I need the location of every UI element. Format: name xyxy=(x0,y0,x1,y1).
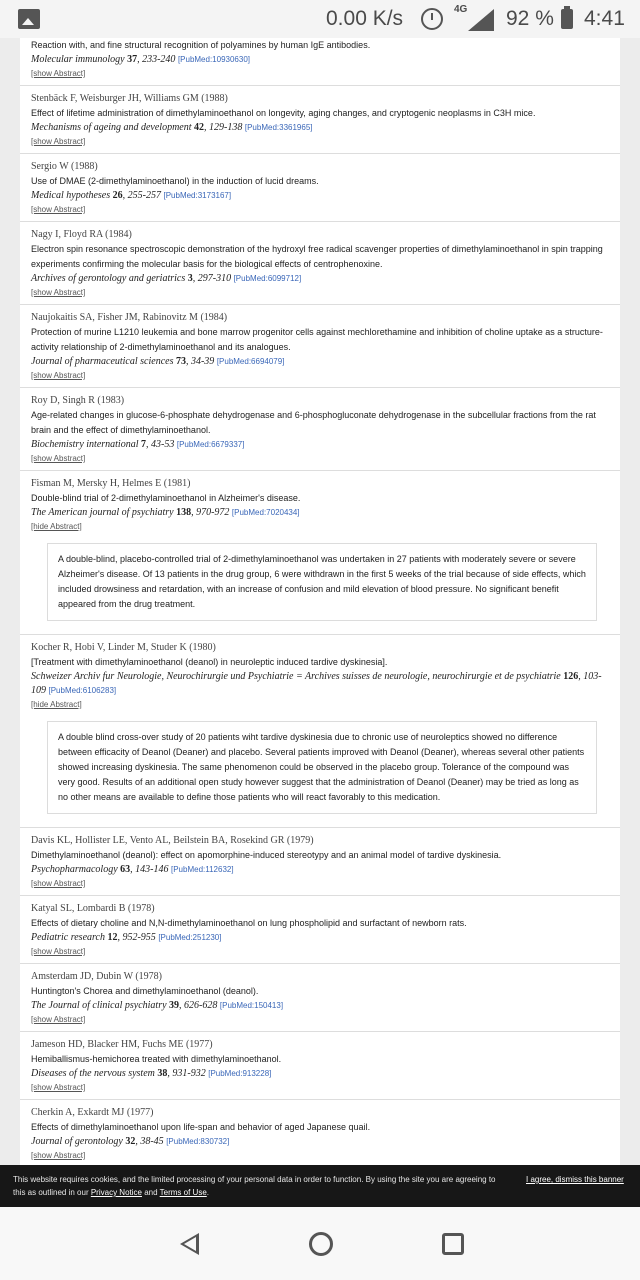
reference-citation: Journal of pharmaceutical sciences 73, 34-39 [PubMed:6694079] xyxy=(31,356,285,367)
reference-citation: Diseases of the nervous system 38, 931-932 [PubMed:913228] xyxy=(31,1068,272,1079)
status-bar xyxy=(0,0,640,38)
journal-pages: 233-240 xyxy=(142,54,176,65)
journal-pages: 38-45 xyxy=(140,1136,164,1147)
privacy-notice-link[interactable]: Privacy Notice xyxy=(90,1188,142,1197)
abstract-toggle-link[interactable]: [show Abstract] xyxy=(31,1083,86,1092)
abstract-toggle-link[interactable]: [show Abstract] xyxy=(31,454,86,463)
reference-authors: Cherkin A, Exkardt MJ (1977) xyxy=(31,1107,154,1118)
terms-of-use-link[interactable]: Terms of Use xyxy=(159,1188,207,1197)
reference-citation: Archives of gerontology and geriatrics 3, 297-310 [PubMed:6099712] xyxy=(31,273,302,284)
pubmed-link[interactable]: [PubMed:251230] xyxy=(158,933,222,942)
abstract-toggle-link[interactable]: [show Abstract] xyxy=(31,205,86,214)
network-type: 4G xyxy=(454,4,468,15)
abstract-toggle-link[interactable]: [show Abstract] xyxy=(31,879,86,888)
reference-citation: The American journal of psychiatry 138, 970-972 [PubMed:7020434] xyxy=(31,507,300,518)
journal-volume: 39 xyxy=(169,1000,180,1011)
reference-title: Electron spin resonance spectroscopic demonstration of the hydroxyl free radical scavenger properties of dimethylaminoethanol in spin trapping experiments confirming the molecular basis for the biological effects of centrophenoxine. xyxy=(31,244,603,269)
reference-citation: Pediatric research 12, 952-955 [PubMed:251230] xyxy=(31,932,222,943)
network-speed: 0.00 K/s xyxy=(326,7,404,30)
reference-title: Protection of murine L1210 leukemia and bone marrow progenitor cells against mechlorethamine and inhibition of choline uptake as a structure-activity relationship of 2-dimethylaminoethanol and its analogues. xyxy=(31,327,603,352)
journal-pages: 43-53 xyxy=(151,439,175,450)
back-icon[interactable] xyxy=(180,1233,199,1255)
abstract-toggle-link[interactable]: [hide Abstract] xyxy=(31,522,82,531)
reference-item xyxy=(20,388,620,471)
journal-name: The American journal of psychiatry xyxy=(31,507,174,518)
reference-item xyxy=(20,222,620,305)
reference-citation: Medical hypotheses 26, 255-257 [PubMed:3173167] xyxy=(31,190,232,201)
journal-name: The Journal of clinical psychiatry xyxy=(31,1000,167,1011)
journal-volume: 38 xyxy=(157,1068,168,1079)
reference-title: Hemiballismus-hemichorea treated with dimethylaminoethanol. xyxy=(31,1054,282,1064)
pubmed-link[interactable]: [PubMed:6106283] xyxy=(48,686,117,695)
abstract-box: A double blind cross-over study of 20 patients wiht tardive dyskinesia due to chronic use of neuroleptics showed no difference between efficacity of Deanol (Deaner) and placebo. Several patients improved with Deanol (Deaner), whereas several other patients showed increasing dyskinesia. The same phenomenon could be observed in the placebo group. Tolerance of the compound was very good. Results of an additional open study however suggest that the administration of Deanol (Deaner) may be tried as long as no other means are available to define those patients who will react favorably to this medication. xyxy=(47,721,597,814)
recents-icon[interactable] xyxy=(442,1233,464,1255)
reference-title: Double-blind trial of 2-dimethylaminoethanol in Alzheimer's disease. xyxy=(31,493,301,503)
reference-item xyxy=(20,154,620,222)
reference-item xyxy=(20,828,620,896)
journal-volume: 126 xyxy=(563,671,579,682)
reference-title: [Treatment with dimethylaminoethanol (deanol) in neuroleptic induced tardive dyskinesia]. xyxy=(31,657,388,667)
android-nav-bar xyxy=(0,1207,640,1280)
pubmed-link[interactable]: [PubMed:150413] xyxy=(219,1001,284,1010)
reference-item xyxy=(20,964,620,1032)
journal-pages: 297-310 xyxy=(197,273,232,284)
pubmed-link[interactable]: [PubMed:913228] xyxy=(208,1069,272,1078)
cookie-text: This website requires cookies, and the limited processing of your personal data in order to function. By using the site you are agreeing to this as outlined in our Privacy Notice and Terms of Use. xyxy=(13,1175,496,1197)
journal-name: Molecular immunology xyxy=(31,54,125,65)
reference-item xyxy=(20,305,620,388)
reference-citation: Biochemistry international 7, 43-53 [PubMed:6679337] xyxy=(31,439,245,450)
journal-volume: 32 xyxy=(125,1136,136,1147)
reference-authors: Kocher R, Hobi V, Linder M, Studer K (1980) xyxy=(31,642,216,653)
journal-pages: 970-972 xyxy=(196,507,230,518)
home-icon[interactable] xyxy=(309,1232,333,1256)
reference-title: Huntington's Chorea and dimethylaminoethanol (deanol). xyxy=(31,986,259,996)
journal-volume: 7 xyxy=(141,439,146,450)
journal-volume: 12 xyxy=(107,932,118,943)
clock: 4:41 xyxy=(584,7,625,30)
reference-title: Dimethylaminoethanol (deanol): effect on apomorphine-induced stereotypy and an animal model of tardive dyskinesia. xyxy=(31,850,502,860)
battery-icon xyxy=(561,9,573,29)
journal-pages: 129-138 xyxy=(209,122,243,133)
pubmed-link[interactable]: [PubMed:112632] xyxy=(171,865,234,874)
reference-authors: Roy D, Singh R (1983) xyxy=(31,395,125,406)
pubmed-link[interactable]: [PubMed:3173167] xyxy=(163,191,232,200)
reference-authors: Nagy I, Floyd RA (1984) xyxy=(31,229,132,240)
journal-volume: 138 xyxy=(176,507,192,518)
reference-authors: Katyal SL, Lombardi B (1978) xyxy=(31,903,155,914)
reference-item xyxy=(20,86,620,154)
reference-list-page xyxy=(20,38,620,1165)
journal-pages: 34-39 xyxy=(190,356,215,367)
journal-pages: 255-257 xyxy=(127,190,161,201)
reference-title: Use of DMAE (2-dimethylaminoethanol) in the induction of lucid dreams. xyxy=(31,176,319,186)
journal-name: Medical hypotheses xyxy=(31,190,111,201)
reference-list xyxy=(20,38,620,1165)
gallery-notification-icon xyxy=(18,9,40,29)
journal-name: Journal of gerontology xyxy=(31,1136,123,1147)
journal-name: Schweizer Archiv fur Neurologie, Neurochirurgie und Psychiatrie = Archives suisses de neurologie, neurochirurgie et de psychiatrie xyxy=(31,671,561,682)
abstract-toggle-link[interactable]: [show Abstract] xyxy=(31,947,86,956)
dismiss-banner-button[interactable]: I agree, dismiss this banner xyxy=(526,1175,624,1184)
journal-pages: 626-628 xyxy=(184,1000,218,1011)
reference-citation: The Journal of clinical psychiatry 39, 626-628 [PubMed:150413] xyxy=(31,1000,284,1011)
reference-title: Effects of dimethylaminoethanol upon life-span and behavior of aged Japanese quail. xyxy=(31,1122,371,1132)
journal-name: Psychopharmacology xyxy=(31,864,118,875)
reference-item xyxy=(20,1100,620,1165)
journal-pages: 103-109 xyxy=(31,671,602,696)
reference-title: Reaction with, and fine structural recognition of polyamines by human IgE antibodies. xyxy=(31,40,371,50)
reference-citation: Molecular immunology 37, 233-240 [PubMed:10930630] xyxy=(31,54,250,65)
journal-name: Biochemistry international xyxy=(31,439,139,450)
journal-name: Archives of gerontology and geriatrics xyxy=(31,273,186,284)
reference-item xyxy=(20,471,620,635)
reference-item xyxy=(20,1032,620,1100)
journal-volume: 26 xyxy=(112,190,123,201)
abstract-toggle-link[interactable]: [show Abstract] xyxy=(31,288,86,297)
journal-name: Pediatric research xyxy=(31,932,105,943)
cookie-banner xyxy=(0,1165,640,1207)
journal-volume: 37 xyxy=(127,54,138,65)
journal-pages: 952-955 xyxy=(122,932,156,943)
reference-title: Effect of lifetime administration of dimethylaminoethanol on longevity, aging changes, and cryptogenic neoplasms in C3H mice. xyxy=(31,108,536,118)
reference-authors: Stenbäck F, Weisburger JH, Williams GM (1988) xyxy=(31,93,228,104)
pubmed-link[interactable]: [PubMed:6694079] xyxy=(216,357,285,366)
journal-volume: 42 xyxy=(194,122,205,133)
abstract-toggle-link[interactable]: [show Abstract] xyxy=(31,371,86,380)
reference-citation: Journal of gerontology 32, 38-45 [PubMed:830732] xyxy=(31,1136,230,1147)
journal-volume: 63 xyxy=(120,864,131,875)
alarm-icon xyxy=(421,8,443,30)
pubmed-link[interactable]: [PubMed:10930630] xyxy=(177,55,250,64)
journal-name: Journal of pharmaceutical sciences xyxy=(31,356,174,367)
pubmed-link[interactable]: [PubMed:3361965] xyxy=(244,123,313,132)
journal-name: Diseases of the nervous system xyxy=(31,1068,155,1079)
pubmed-link[interactable]: [PubMed:7020434] xyxy=(231,508,300,517)
journal-pages: 931-932 xyxy=(172,1068,206,1079)
reference-citation: Schweizer Archiv fur Neurologie, Neurochirurgie und Psychiatrie = Archives suisses de neurologie, neurochirurgie et de psychiatrie 126, 103-109 [PubMed:6106283] xyxy=(31,671,602,696)
reference-item xyxy=(20,635,620,828)
pubmed-link[interactable]: [PubMed:830732] xyxy=(166,1137,230,1146)
reference-citation: Mechanisms of ageing and development 42, 129-138 [PubMed:3361965] xyxy=(31,122,313,133)
journal-volume: 3 xyxy=(187,273,193,284)
reference-authors: Jameson HD, Blacker HM, Fuchs ME (1977) xyxy=(31,1039,213,1050)
reference-title: Effects of dietary choline and N,N-dimethylaminoethanol on lung phospholipid and surfactant of newborn rats. xyxy=(31,918,467,928)
pubmed-link[interactable]: [PubMed:6679337] xyxy=(176,440,245,449)
abstract-toggle-link[interactable]: [show Abstract] xyxy=(31,1015,86,1024)
pubmed-link[interactable]: [PubMed:6099712] xyxy=(233,274,302,283)
abstract-toggle-link[interactable]: [show Abstract] xyxy=(31,137,86,146)
reference-authors: Sergio W (1988) xyxy=(31,161,98,172)
reference-authors: Naujokaitis SA, Fisher JM, Rabinovitz M (1984) xyxy=(31,312,228,323)
reference-citation: Psychopharmacology 63, 143-146 [PubMed:112632] xyxy=(31,864,234,875)
battery-percent: 92 % xyxy=(506,7,554,30)
abstract-toggle-link[interactable]: [hide Abstract] xyxy=(31,700,82,709)
signal-icon xyxy=(468,9,494,31)
reference-authors: Fisman M, Mersky H, Helmes E (1981) xyxy=(31,478,191,489)
abstract-box: A double-blind, placebo-controlled trial of 2-dimethylaminoethanol was undertaken in 27 patients with moderately severe or severe Alzheimer's disease. Of 13 patients in the drug group, 6 were withdrawn in the first 5 weeks of the trial because of side effects, which included drowsiness and retardation, with an increase of confusion and mild elevation of blood pressure. No significant benefit appeared from the drug treatment. xyxy=(47,543,597,621)
reference-item xyxy=(20,896,620,964)
abstract-toggle-link[interactable]: [show Abstract] xyxy=(31,1151,86,1160)
reference-authors: Amsterdam JD, Dubin W (1978) xyxy=(31,971,163,982)
abstract-toggle-link[interactable]: [show Abstract] xyxy=(31,69,86,78)
journal-pages: 143-146 xyxy=(135,864,169,875)
reference-title: Age-related changes in glucose-6-phosphate dehydrogenase and 6-phosphogluconate dehydrogenase in the subcellular fractions from the rat brain and the effect of dimethylaminoethanol. xyxy=(31,410,596,435)
journal-volume: 73 xyxy=(175,356,186,367)
journal-name: Mechanisms of ageing and development xyxy=(31,122,192,133)
reference-item xyxy=(20,38,620,86)
reference-authors: Davis KL, Hollister LE, Vento AL, Beilstein BA, Rosekind GR (1979) xyxy=(31,835,314,846)
